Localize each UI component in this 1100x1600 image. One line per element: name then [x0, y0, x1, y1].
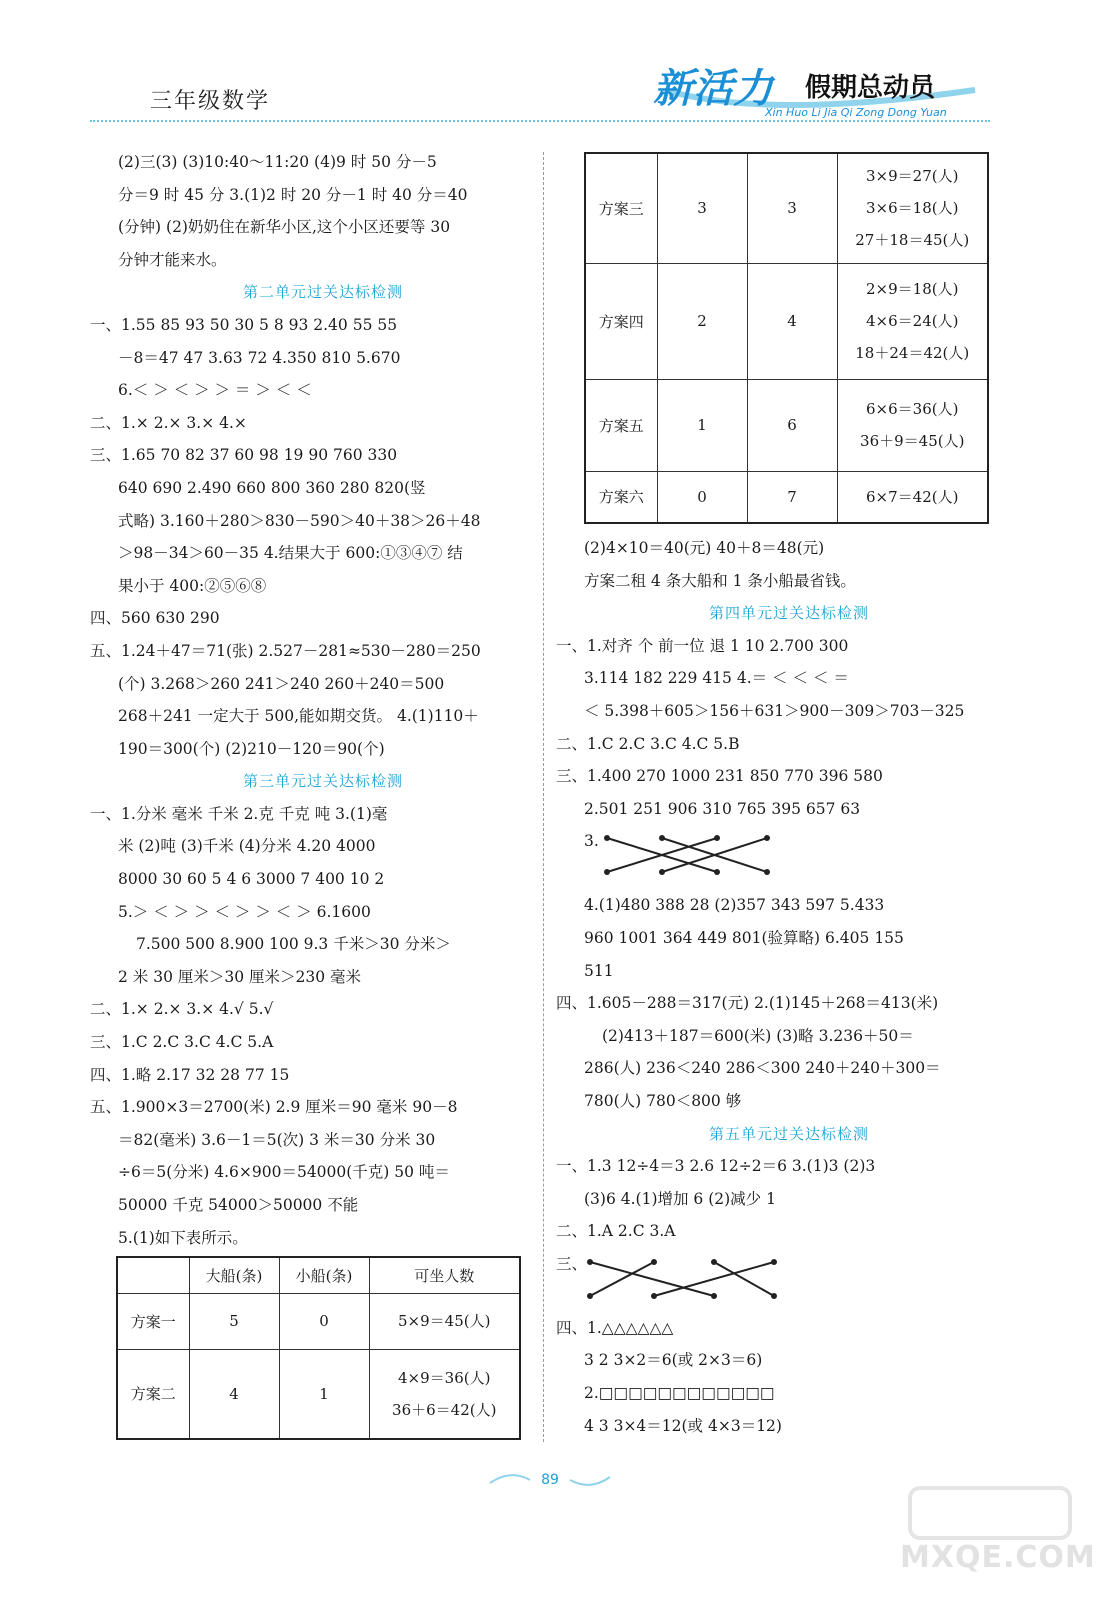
small-boats: 4: [747, 263, 837, 379]
answer-line: 640 690 2.490 660 800 360 280 820(竖: [118, 478, 426, 497]
unit4-title: 第四单元过关达标检测: [708, 604, 869, 623]
plan-name: 方案五: [585, 379, 657, 471]
big-boats: 3: [657, 153, 747, 263]
brand-logo: [645, 50, 985, 130]
plan-name: 方案二: [117, 1349, 189, 1439]
left-column: [90, 146, 528, 1254]
answer-line: 3.114 182 229 415 4.＝ ＜ ＜ ＜ ＝: [584, 669, 849, 688]
table-row: [585, 471, 988, 523]
table-header: 小船(条): [279, 1257, 369, 1293]
small-boats: 0: [279, 1293, 369, 1349]
answer-line: 三、1.C 2.C 3.C 4.C 5.A: [90, 1033, 274, 1052]
answer-line: 方案二租 4 条大船和 1 条小船最省钱。: [584, 571, 856, 590]
small-boats: 3: [747, 153, 837, 263]
answer-line: 四、560 630 290: [90, 609, 220, 628]
right-column: [556, 532, 994, 1442]
big-boats: 5: [189, 1293, 279, 1349]
answer-line: 511: [584, 961, 614, 980]
answer-line: 一、1.55 85 93 50 30 5 8 93 2.40 55 55: [90, 315, 398, 334]
matching-question: [584, 825, 994, 889]
table-header: 可坐人数: [369, 1257, 520, 1293]
answer-line: (分钟) (2)奶奶住在新华小区,这个小区还要等 30: [118, 218, 451, 237]
big-boats: 1: [657, 379, 747, 471]
answer-line: 4 3 3×4＝12(或 4×3＝12): [584, 1416, 782, 1435]
answer-line: 一、1.对齐 个 前一位 退 1 10 2.700 300: [556, 636, 849, 655]
answer-line: 3.: [584, 832, 599, 851]
plan-name: 方案三: [585, 153, 657, 263]
answer-line: 三、1.65 70 82 37 60 98 19 90 760 330: [90, 446, 398, 465]
answer-line: 5.(1)如下表所示。: [118, 1228, 248, 1247]
brand-pinyin: Xin Huo Li Jia Qi Zong Dong Yuan: [765, 106, 947, 119]
people-count: 5×9＝45(人): [369, 1293, 520, 1349]
small-boats: 6: [747, 379, 837, 471]
table-row: [117, 1293, 520, 1349]
answer-line: 2.501 251 906 310 765 395 657 63: [584, 799, 861, 818]
answer-line: 2.□□□□□□□□□□□□: [584, 1384, 775, 1403]
big-boats: 4: [189, 1349, 279, 1439]
matching-lines-diagram: [584, 1254, 784, 1304]
answer-line: 二、1.× 2.× 3.× 4.√ 5.√: [90, 1000, 274, 1019]
brand-text: 新活力: [653, 66, 773, 112]
answer-line: 米 (2)吨 (3)千米 (4)分米 4.20 4000: [118, 837, 376, 856]
people-count: 2×9＝18(人) 4×6＝24(人) 18＋24＝42(人): [837, 263, 988, 379]
answer-line: 分＝9 时 45 分 3.(1)2 时 20 分－1 时 40 分＝40: [118, 185, 468, 204]
answer-line: 二、1.× 2.× 3.× 4.×: [90, 413, 247, 432]
answer-line: 6.＜ ＞ ＜ ＞ ＞ ＝ ＞ ＜ ＜: [118, 381, 312, 400]
unit2-title: 第二单元过关达标检测: [242, 283, 403, 302]
people-count: 4×9＝36(人) 36＋6＝42(人): [369, 1349, 520, 1439]
table-row: [585, 379, 988, 471]
answer-line: 一、1.3 12÷4＝3 2.6 12÷2＝6 3.(1)3 (2)3: [556, 1157, 876, 1176]
table-header: 大船(条): [189, 1257, 279, 1293]
answer-line: 4.(1)480 388 28 (2)357 343 597 5.433: [584, 896, 885, 915]
answer-line: 二、1.A 2.C 3.A: [556, 1222, 676, 1241]
answer-line: 一、1.分米 毫米 千米 2.克 千克 吨 3.(1)毫: [90, 804, 388, 823]
answer-line: 286(人) 236＜240 286＜300 240＋240＋300＝: [584, 1059, 941, 1078]
answer-line: 四、1.605－288＝317(元) 2.(1)145＋268＝413(米): [556, 994, 939, 1013]
big-boats: 0: [657, 471, 747, 523]
answer-line: 5.＞ ＜ ＞ ＞ ＜ ＞ ＞ ＜ ＞ 6.1600: [118, 902, 371, 921]
answer-line: 四、1.略 2.17 32 28 77 15: [90, 1065, 290, 1084]
table-header: [117, 1257, 189, 1293]
answer-line: 果小于 400:②⑤⑥⑧: [118, 576, 267, 595]
answer-line: ＜ 5.398＋605＞156＋631＞900－309＞703－325: [584, 701, 965, 720]
people-count: 6×7＝42(人): [837, 471, 988, 523]
people-count: 3×9＝27(人) 3×6＝18(人) 27＋18＝45(人): [837, 153, 988, 263]
column-divider: [543, 152, 544, 1442]
answer-line: 三、: [556, 1254, 588, 1273]
unit5-title: 第五单元过关达标检测: [708, 1124, 869, 1143]
boat-plan-table-part1: [116, 1256, 521, 1440]
answer-line: 四、1.△△△△△△: [556, 1318, 674, 1337]
answer-line: 二、1.C 2.C 3.C 4.C 5.B: [556, 734, 740, 753]
plan-name: 方案六: [585, 471, 657, 523]
plan-name: 方案一: [117, 1293, 189, 1349]
page-number: 89: [541, 1472, 559, 1488]
unit3-title: 第三单元过关达标检测: [242, 772, 403, 791]
answer-line: (2)4×10＝40(元) 40＋8＝48(元): [584, 539, 825, 557]
plan-name: 方案四: [585, 263, 657, 379]
people-count: 6×6＝36(人) 36＋9＝45(人): [837, 379, 988, 471]
small-boats: 7: [747, 471, 837, 523]
small-boats: 1: [279, 1349, 369, 1439]
big-boats: 2: [657, 263, 747, 379]
brand-series: 假期总动员: [805, 73, 936, 103]
boat-plan-table-part2: [584, 152, 989, 524]
answer-line: (3)6 4.(1)增加 6 (2)减少 1: [584, 1189, 776, 1208]
answer-line: 五、1.900×3＝2700(米) 2.9 厘米＝90 毫米 90－8: [90, 1098, 458, 1117]
answer-line: 分钟才能来水。: [118, 250, 227, 269]
matching-lines-diagram: [602, 830, 782, 880]
answer-line: 8000 30 60 5 4 6 3000 7 400 10 2: [118, 870, 385, 889]
answer-line: 960 1001 364 449 801(验算略) 6.405 155: [584, 928, 904, 947]
watermark-text: MXQE.COM: [900, 1540, 1096, 1575]
answer-line: 268＋241 一定大于 500,能如期交货。 4.(1)110＋: [118, 707, 479, 726]
answer-line: 2 米 30 厘米＞30 厘米＞230 毫米: [118, 967, 362, 986]
answer-line: 50000 千克 54000＞50000 不能: [118, 1196, 359, 1214]
answer-line: ＞98－34＞60－35 4.结果大于 600:①③④⑦ 结: [118, 544, 463, 563]
table-row: [117, 1349, 520, 1439]
answer-line: 五、1.24＋47＝71(张) 2.527－281≈530－280＝250: [90, 641, 481, 660]
answer-line: (2)三(3) (3)10:40～11:20 (4)9 时 50 分－5: [118, 153, 437, 171]
answer-line: ÷6＝5(分米) 4.6×900＝54000(千克) 50 吨＝: [118, 1163, 450, 1182]
table-row: [585, 263, 988, 379]
answer-line: 3 2 3×2＝6(或 2×3＝6): [584, 1351, 763, 1370]
answer-line: 三、1.400 270 1000 231 850 770 396 580: [556, 767, 883, 786]
table-row: [585, 153, 988, 263]
answer-line: 7.500 500 8.900 100 9.3 千米＞30 分米＞: [136, 935, 451, 954]
answer-line: 780(人) 780＜800 够: [584, 1091, 742, 1110]
answer-line: (个) 3.268＞260 241＞240 260＋240＝500: [118, 674, 445, 693]
answer-line: ＝82(毫米) 3.6－1＝5(次) 3 米＝30 分米 30: [118, 1130, 436, 1149]
answer-line: －8＝47 47 3.63 72 4.350 810 5.670: [118, 348, 401, 367]
answer-line: 190＝300(个) (2)210－120＝90(个): [118, 739, 385, 758]
matching-question: [556, 1248, 994, 1312]
answer-line: 式略) 3.160＋280＞830－590＞40＋38＞26＋48: [118, 511, 481, 530]
page-header-title: 三年级数学: [150, 89, 271, 114]
answer-line: (2)413＋187＝600(米) (3)略 3.236＋50＝: [602, 1026, 914, 1045]
